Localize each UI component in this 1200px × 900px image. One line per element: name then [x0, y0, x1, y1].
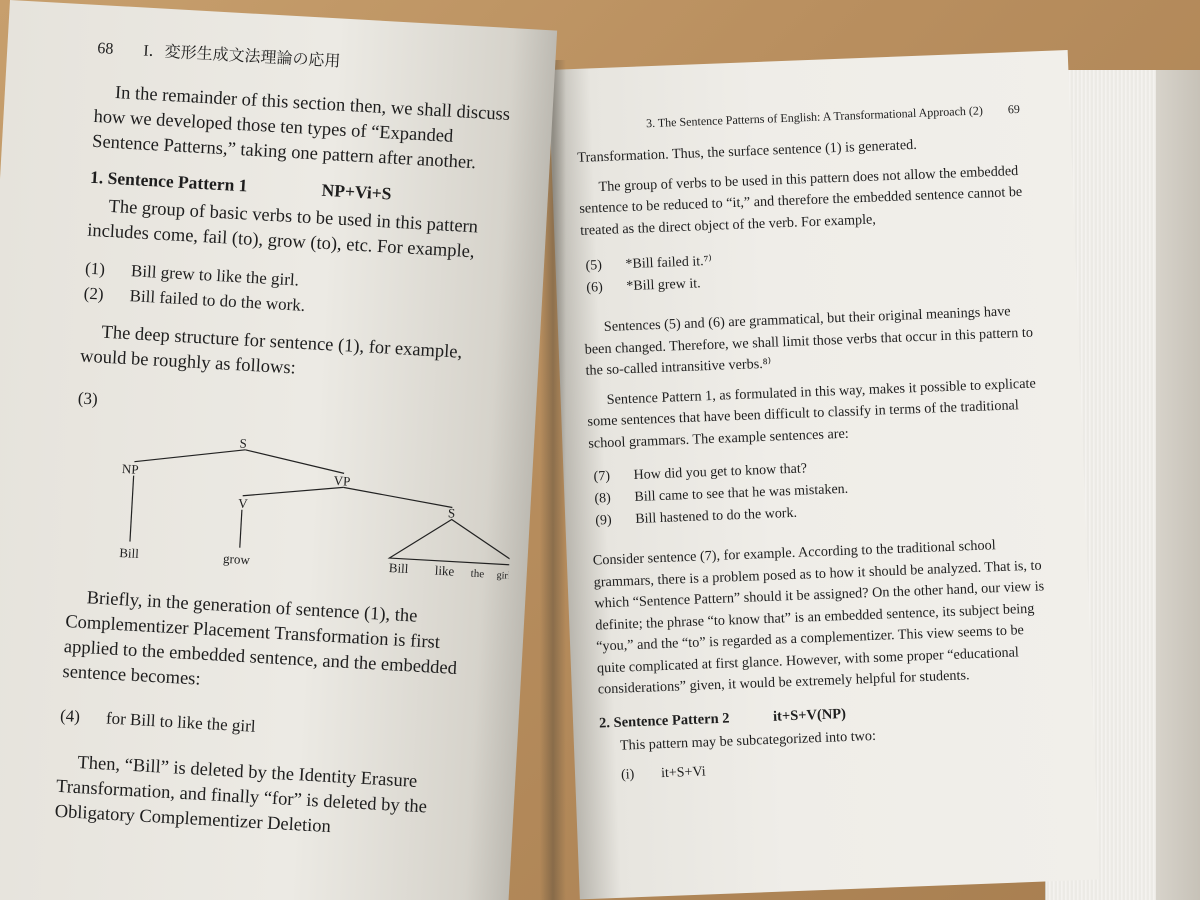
- paragraph-consider-7: Consider sentence (7), for example. According to the traditional school grammars, there is a problem posed as to how it should be analyzed. That is, to which “Sentence Pattern” should it be assigned? On the other hand, our view is definite; the phrase “to know that” is an embedded sentence, its subject being “you,” and the “to” is regarded as a complementizer. This view seems to be quite complicated at first glance. However, with some proper “educational considerations” given, it would be extremely helpful for students.: [592, 537, 1045, 698]
- right-running-head-text: 3. The Sentence Patterns of English: A Transformational Approach (2): [645, 103, 984, 131]
- example-1: (1) Bill grew to like the girl.: [84, 258, 300, 290]
- example-i: (i) it+S+Vi: [620, 764, 706, 783]
- examples-1-2: [83, 256, 513, 330]
- paragraph-grammatical: Sentences (5) and (6) are grammatical, but their original meanings have been changed. Therefore, we shall limit those verbs that occur in this pattern to the so-called intransitive verbs.⁸⁾: [584, 303, 1034, 379]
- right-running-head: [576, 102, 1030, 134]
- section-formula-1: NP+Vi+S: [321, 179, 393, 204]
- paragraph-subcategorized: This pattern may be subcategorized into two:: [619, 727, 877, 754]
- paragraph-verbs-group: The group of verbs to be used in this pattern does not allow the embedded sentence to be reduced to “it,” and therefore the embedded sentence cannot be treated as the direct object of the verb. For example,: [579, 162, 1023, 239]
- tree-leaf-like: like: [434, 562, 455, 579]
- example-2: (2) Bill failed to do the work.: [83, 283, 306, 315]
- tree-leaf-the: the: [470, 567, 485, 581]
- left-page: [0, 0, 557, 900]
- left-running-head-text: I．変形生成文法理論の応用: [142, 42, 341, 71]
- example-7: (7) How did you get to know that?: [593, 461, 808, 485]
- syntax-tree-diagram: [108, 431, 511, 597]
- example-8: (8) Bill came to see that he was mistaken.: [594, 481, 849, 507]
- tree-node-s: S: [239, 435, 248, 451]
- paragraph-basic-verbs: The group of basic verbs to be used in this pattern includes come, fail (to), grow (to), etc. For example,: [86, 196, 479, 263]
- left-running-head: [97, 35, 526, 82]
- paragraph-pattern1-explicate: Sentence Pattern 1, as formulated in this way, makes it possible to explicate some sentences that have been difficult to classify in terms of the traditional school grammars. The example sentences are:: [587, 375, 1037, 452]
- section-title-1: 1. Sentence Pattern 1: [89, 166, 249, 196]
- tree-node-np: NP: [121, 460, 140, 477]
- examples-7-9: [593, 449, 1045, 532]
- tree-leaf-bill: Bill: [118, 544, 140, 562]
- paragraph-remainder: In the remainder of this section then, we shall discuss how we developed those ten types of “Expanded Sentence Patterns,” taking one pattern after another.: [91, 83, 511, 174]
- paragraph-briefly: Briefly, in the generation of sentence (1), the Complementizer Placement Transformation is first applied to the embedded sentence, and the embedded sentence becomes:: [62, 588, 458, 690]
- tree-leaf-bill-2: Bill: [388, 560, 409, 577]
- left-page-number: 68: [96, 39, 114, 58]
- section-formula-2: it+S+V(NP): [772, 705, 847, 725]
- right-page: [548, 50, 1099, 899]
- tree-label-3: (3): [77, 388, 99, 409]
- tree-leaf-girl: girl: [496, 570, 511, 582]
- tree-node-v: V: [237, 495, 249, 512]
- syntax-tree-svg: [108, 431, 515, 593]
- section-title-2: 2. Sentence Pattern 2: [598, 710, 730, 732]
- right-page-number: 69: [1007, 101, 1021, 117]
- example-4: (4) for Bill to like the girl: [59, 705, 257, 736]
- tree-node-s2: S: [447, 505, 456, 521]
- paragraph-then-deleted: Then, “Bill” is deleted by the Identity Erasure Transformation, and finally “for” is deleted by the Obligatory Complementizer Deletion: [54, 752, 428, 838]
- examples-5-6: [585, 238, 1036, 299]
- example-9: (9) Bill hastened to do the work.: [595, 505, 798, 529]
- tree-leaf-grow: grow: [222, 550, 251, 568]
- example-5: (5) *Bill failed it.⁷⁾: [585, 253, 713, 274]
- tree-node-vp: VP: [333, 472, 351, 489]
- paragraph-transformation: Transformation. Thus, the surface sentence (1) is generated.: [577, 136, 918, 166]
- example-6: (6) *Bill grew it.: [586, 276, 701, 296]
- paragraph-deep-structure: The deep structure for sentence (1), for example, would be roughly as follows:: [79, 322, 463, 379]
